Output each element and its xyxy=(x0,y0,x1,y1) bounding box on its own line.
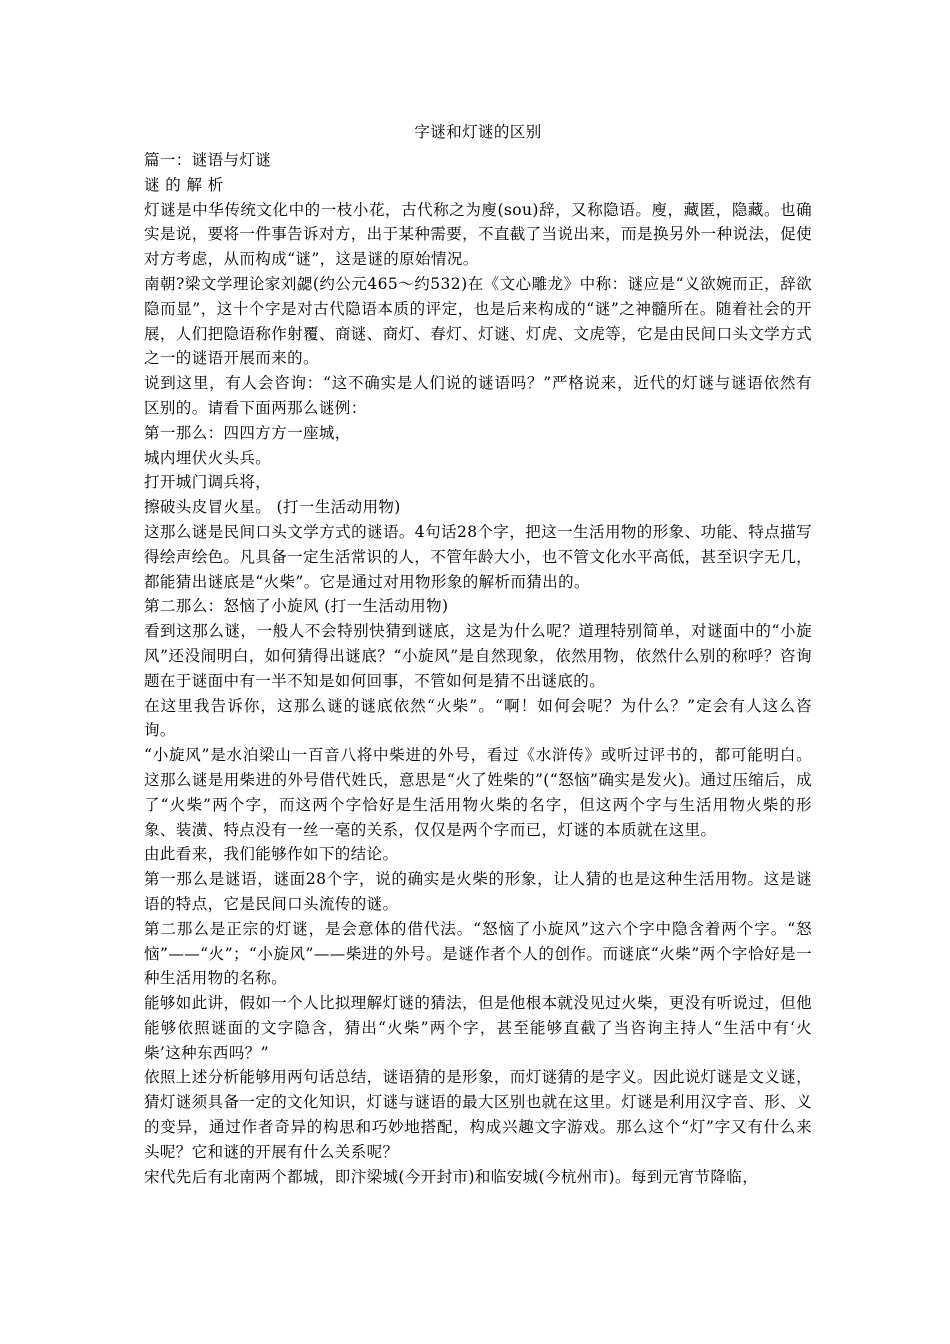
body-paragraph: 说到这里，有人会咨询：“这不确实是人们说的谜语吗？”严格说来，近代的灯谜与谜语依然有区别的。请看下面两那么谜例： xyxy=(144,374,812,417)
body-paragraph: 能够如此讲，假如一个人比拟理解灯谜的猜法，但是他根本就没见过火柴，更没有听说过，但他能够依照谜面的文字隐含，猜出“火柴”两个字，甚至能够直截了当咨询主持人“生活中有‘火柴’这种东西吗？” xyxy=(144,994,812,1062)
section-heading: 篇一：谜语与灯谜 xyxy=(144,151,272,169)
body-paragraph: 灯谜是中华传统文化中的一枝小花，古代称之为廋(sou)辞，又称隐语。廋，藏匿，隐藏。也确实是说，要将一件事告诉对方，出于某种需要，不直截了当说出来，而是换另外一种说法，促使对方考虑，从而构成“谜”，这是谜的原始情况。 xyxy=(144,200,812,269)
subsection-heading: 谜 的 解 析 xyxy=(144,175,224,194)
body-paragraph: 第二那么是正宗的灯谜，是会意体的借代法。“怒恼了小旋风”这六个字中隐含着两个字。“怒恼”——“火”；“小旋风”——柴进的外号。是谜作者个人的创作。而谜底“火柴”两个字恰好是一种生活用物的名称。 xyxy=(144,919,812,988)
body-paragraph: 第一那么是谜语，谜面28个字，说的确实是火柴的形象，让人猜的也是这种生活用物。这是谜语的特点，它是民间口头流传的谜。 xyxy=(144,870,812,913)
document-page xyxy=(144,120,812,1189)
riddle-line: 第二那么：怒恼了小旋风 (打一生活动用物) xyxy=(144,597,449,616)
body-paragraph: 依照上述分析能够用两句话总结，谜语猜的是形象，而灯谜猜的是字义。因此说灯谜是文义谜，猜灯谜须具备一定的文化知识，灯谜与谜语的最大区别也就在这里。灯谜是利用汉字音、形、义的变异，通过作者奇异的构思和巧妙地搭配，构成兴趣文字游戏。那么这个“灯”字又有什么来头呢？它和谜的开展有什么关系呢？ xyxy=(144,1068,812,1161)
riddle-line: 擦破头皮冒火星。 (打一生活动用物) xyxy=(144,498,401,517)
body-paragraph: 宋代先后有北南两个都城，即汴梁城(今开封市)和临安城(今杭州市)。每到元宵节降临， xyxy=(144,1167,759,1186)
body-paragraph: 这那么谜是民间口头文学方式的谜语。4句话28个字，把这一生活用物的形象、功能、特点描写得绘声绘色。凡具备一定生活常识的人，不管年龄大小，也不管文化水平高低，甚至识字无几，都能猜出谜底是“火柴”。它是通过对用物形象的解析而猜出的。 xyxy=(144,522,812,591)
body-paragraph: 由此看来，我们能够作如下的结论。 xyxy=(144,845,399,864)
body-paragraph: 在这里我告诉你，这那么谜的谜底依然“火柴”。“啊！如何会呢？为什么？”定会有人这么咨询。 xyxy=(144,696,812,740)
body-paragraph: 南朝?梁文学理论家刘勰(约公元465～约532)在《文心雕龙》中称：谜应是“义欲婉而正，辞欲隐而显”，这十个字是对古代隐语本质的评定，也是后来构成的“谜”之神髓所在。随着社会的开展，人们把隐语称作射覆、商谜、商灯、春灯、灯谜、灯虎、文虎等，它是由民间口头文学方式之一的谜语开展而来的。 xyxy=(144,274,812,368)
body-paragraph: “小旋风”是水泊梁山一百音八将中柴进的外号，看过《水浒传》或听过评书的，都可能明白。这那么谜是用柴进的外号借代姓氏，意思是“火了姓柴的”(“怒恼”确实是发火)。通过压缩后，成了“火柴”两个字，而这两个字恰好是生活用物火柴的名字，但这两个字与生活用物火柴的形象、装潢、特点没有一丝一毫的关系，仅仅是两个字而已，灯谜的本质就在这里。 xyxy=(144,746,812,839)
body-paragraph: 看到这那么谜，一般人不会特别快猜到谜底，这是为什么呢？道理特别简单，对谜面中的“小旋风”还没闹明白，如何猜得出谜底？“小旋风”是自然现象，依然用物，依然什么别的称呼？咨询题在于谜面中有一半不知是如何回事，不管如何是猜不出谜底的。 xyxy=(144,622,812,690)
riddle-line: 第一那么：四四方方一座城， xyxy=(144,423,351,442)
riddle-line: 城内埋伏火头兵。 xyxy=(144,448,272,467)
document-title: 字谜和灯谜的区别 xyxy=(414,123,542,141)
riddle-line: 打开城门调兵将， xyxy=(144,473,272,492)
